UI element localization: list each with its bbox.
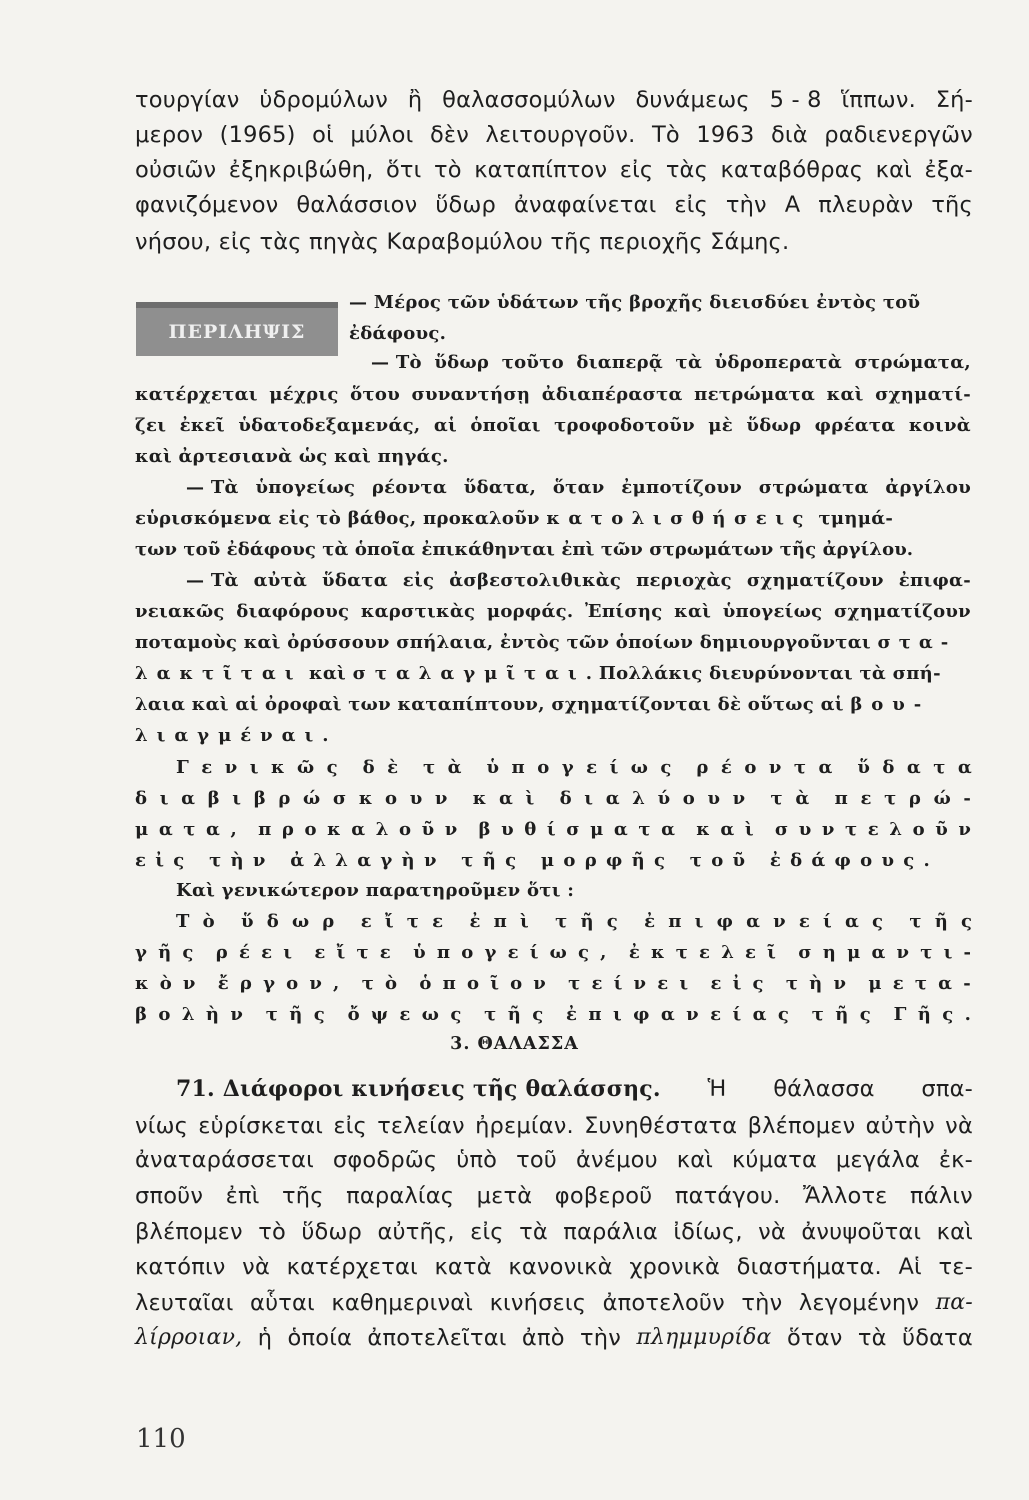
paragraph-71-title: 71. Διάφοροι κινήσεις τῆς θαλάσσης. [176, 1076, 661, 1102]
paragraph-71-line: 71. Διάφοροι κινήσεις τῆς θαλάσσης. Ἡ θάλασσα σπα- [176, 1076, 973, 1102]
summary-line: κατέρχεται μέχρις ὅτου συναντήσῃ ἀδιαπέραστα πετρώματα καὶ σχηματί- [135, 384, 971, 405]
paragraph-71-line: νίως εὑρίσκεται εἰς τελείαν ἠρεμίαν. Συνηθέστατα βλέπομεν αὐτὴν νὰ [135, 1113, 973, 1139]
summary-line: καὶ ἀρτεσιανὰ ὡς καὶ πηγάς. [135, 446, 449, 467]
summary-line: — Μέρος τῶν ὑδάτων τῆς βροχῆς διεισδύει ἐντὸς τοῦ [349, 292, 921, 313]
observation-intro: Καὶ γενικώτερον παρατηροῦμεν ὅτι : [176, 880, 575, 901]
summary-line: των τοῦ ἐδάφους τὰ ὁποῖα ἐπικάθηνται ἐπὶ τῶν στρωμάτων τῆς ἀργίλου. [135, 539, 914, 560]
spaced-line: κ ὸ ν ἔ ρ γ ο ν , τ ὸ ὁ π ο ῖ ο ν τ ε ί ν ε ι ε ἰ ς τ ὴ ν μ ε τ α - [135, 973, 971, 994]
section-heading: 3. ΘΑΛΑΣΣΑ [450, 1034, 579, 1054]
paragraph-71-line: βλέπομεν τὸ ὕδωρ αὐτῆς, εἰς τὰ παράλια ἰδίως, νὰ ἀνυψοῦται καὶ [135, 1219, 973, 1245]
paragraph-71-line: σποῦν ἐπὶ τῆς παραλίας μετὰ φοβεροῦ πατάγου. Ἄλλοτε πάλιν [135, 1183, 973, 1209]
summary-line: εὑρισκόμενα εἰς τὸ βάθος, προκαλοῦν κατολισθήσεις τμημά- [135, 508, 894, 529]
summary-line: ἐδάφους. [349, 323, 447, 344]
summary-line: λιαγμέναι. [135, 725, 338, 746]
summary-line: — Τὸ ὕδωρ τοῦτο διαπερᾷ τὰ ὑδροπερατὰ στρώματα, [371, 352, 971, 373]
summary-line: νειακῶς διαφόρους καρστικὰς μορφάς. Ἐπίσης καὶ ὑπογείως σχηματίζουν [135, 601, 971, 622]
text-line: νήσου, εἰς τὰς πηγὰς Καραβομύλου τῆς περιοχῆς Σάμης. [135, 229, 790, 255]
spaced-line: β ο λ ὴ ν τ ῆ ς ὄ ψ ε ω ς τ ῆ ς ἐ π ι φ α ν ε ί α ς τ ῆ ς Γ ῆ ς . [135, 1004, 971, 1025]
paragraph-71-line: λευταῖαι αὗται καθημεριναὶ κινήσεις ἀποτελοῦν τὴν λεγομένην πα- [135, 1290, 973, 1316]
text-segment: τουργίαν [135, 87, 240, 113]
text-line: μερον (1965) οἱ μύλοι δὲν λειτουργοῦν. Τὸ 1963 διὰ ραδιενεργῶν [135, 122, 973, 148]
spaced-line: γ ῆ ς ρ έ ε ι ε ἴ τ ε ὑ π ο γ ε ί ω ς , ἐ κ τ ε λ ε ῖ σ η μ α ν τ ι - [135, 942, 971, 963]
spaced-line: εἰς τὴν ἀλλαγὴν τῆς μορφῆς τοῦ ἐδάφους. [135, 850, 940, 871]
paragraph-71-line: ἀναταράσσεται σφοδρῶς ὑπὸ τοῦ ἀνέμου καὶ κύματα μεγάλα ἐκ- [135, 1147, 973, 1173]
summary-label: ΠΕΡΙΛΗΨΙΣ [168, 321, 306, 343]
summary-line: — Τὰ αὐτὰ ὕδατα εἰς ἀσβεστολιθικὰς περιοχὰς σχηματίζουν ἐπιφα- [186, 570, 971, 591]
paragraph-71-line: κατόπιν νὰ κατέρχεται κατὰ κανονικὰ χρονικὰ διαστήματα. Αἱ τε- [135, 1254, 973, 1280]
text-line: τουργίαν ὑδρομύλων ἢ θαλασσομύλων δυνάμεως 5 - 8 ἵππων. Σή- [135, 87, 973, 113]
summary-line: λακτῖται καὶ σταλαγμῖται. Πολλάκις διευρύνονται τὰ σπή- [135, 663, 941, 684]
spaced-line: δ ι α β ι β ρ ώ σ κ ο υ ν κ α ὶ δ ι α λ ύ ο υ ν τ ὰ π ε τ ρ ώ - [135, 788, 971, 809]
summary-line: ζει ἐκεῖ ὑδατοδεξαμενάς, αἱ ὁποῖαι τροφοδοτοῦν μὲ ὕδωρ φρέατα κοινὰ [135, 415, 971, 436]
text-line: φανιζόμενον θαλάσσιον ὕδωρ ἀναφαίνεται εἰς τὴν Α πλευρὰν τῆς [135, 192, 973, 218]
summary-line: — Τὰ ὑπογείως ρέοντα ὕδατα, ὅταν ἐμποτίζουν στρώματα ἀργίλου [186, 477, 971, 498]
term-plimmyrida: πλημμυρίδα [636, 1325, 772, 1350]
text-line: οὐσιῶν ἐξηκριβώθη, ὅτι τὸ καταπίπτον εἰς τὰς καταβόθρας καὶ ἐξα- [135, 157, 973, 183]
spaced-line: Τ ὸ ὕ δ ω ρ ε ἴ τ ε ἐ π ὶ τ ῆ ς ἐ π ι φ α ν ε ί α ς τ ῆ ς [176, 911, 972, 932]
paragraph-71-line: λίρροιαν, ἡ ὁποία ἀποτελεῖται ἀπὸ τὴν πλημμυρίδα ὅταν τὰ ὕδατα [135, 1325, 973, 1351]
page-number: 110 [136, 1424, 186, 1454]
summary-line: ποταμοὺς καὶ ὀρύσσουν σπήλαια, ἐντὸς τῶν ὁποίων δημιουργοῦνται στα- [135, 632, 957, 653]
summary-line: λαια καὶ αἱ ὀροφαὶ των καταπίπτουν, σχηματίζονται δὲ οὕτως αἱ βου- [135, 694, 931, 715]
summary-label-box [136, 302, 338, 356]
spaced-line: μ α τ α , π ρ ο κ α λ ο ῦ ν β υ θ ί σ μ α τ α κ α ὶ σ υ ν τ ε λ ο ῦ ν [135, 819, 971, 840]
spaced-line: Γ ε ν ι κ ῶ ς δ ὲ τ ὰ ὑ π ο γ ε ί ω ς ρ έ ο ν τ α ὕ δ α τ α [176, 757, 972, 778]
